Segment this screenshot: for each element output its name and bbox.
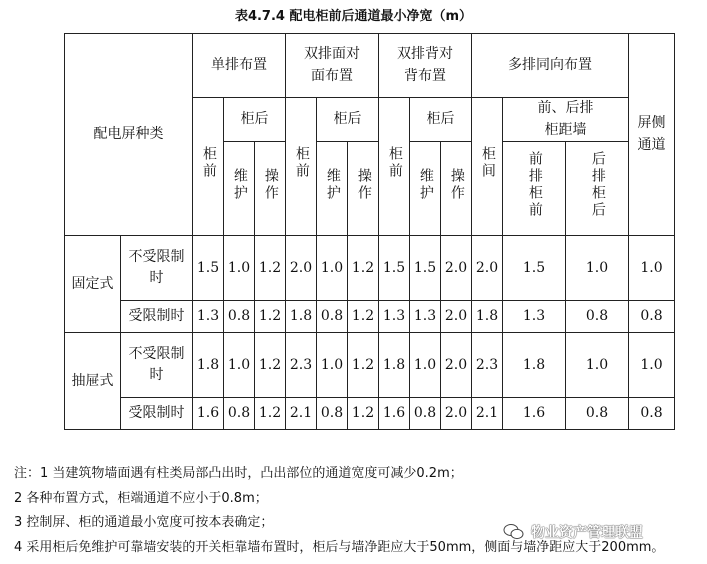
- table-row: [65, 333, 675, 398]
- face-front-header: 柜前: [286, 98, 317, 236]
- value-cell: 1.3: [410, 301, 441, 333]
- single-front-header: 柜前: [193, 98, 224, 236]
- value-cell: 0.8: [566, 301, 629, 333]
- value-cell: 0.8: [224, 398, 255, 430]
- value-cell: 1.0: [629, 236, 675, 301]
- value-cell: 2.3: [472, 333, 503, 398]
- value-cell: 1.8: [503, 333, 566, 398]
- value-cell: 2.0: [441, 398, 472, 430]
- value-cell: 0.8: [317, 301, 348, 333]
- value-cell: 1.8: [379, 333, 410, 398]
- table-title: 表4.7.4 配电柜前后通道最小净宽（m）: [234, 9, 473, 24]
- value-cell: 1.0: [224, 236, 255, 301]
- value-cell: 1.0: [410, 333, 441, 398]
- value-cell: 1.5: [379, 236, 410, 301]
- value-cell: 1.6: [379, 398, 410, 430]
- value-cell: 1.8: [472, 301, 503, 333]
- value-cell: 1.2: [255, 301, 286, 333]
- value-cell: 1.6: [193, 398, 224, 430]
- value-cell: 0.8: [317, 398, 348, 430]
- condition-label: 受限制时: [121, 398, 193, 430]
- face-back-header: 柜后: [317, 98, 379, 142]
- value-cell: 1.2: [348, 301, 379, 333]
- watermark-text: 物业资产管理联盟: [531, 525, 643, 541]
- single-maintenance-header: 维护: [224, 142, 255, 236]
- value-cell: 1.3: [379, 301, 410, 333]
- note-1: 注：1 当建筑物墙面遇有柱类局部凸出时，凸出部位的通道宽度可减少0.2m；: [14, 466, 463, 481]
- header-single-row: 单排布置: [193, 34, 286, 98]
- multi-between-header: 柜间: [472, 98, 503, 236]
- value-cell: 1.2: [348, 398, 379, 430]
- wechat-icon: [503, 523, 525, 541]
- value-cell: 2.1: [286, 398, 317, 430]
- value-cell: 1.5: [193, 236, 224, 301]
- back-operation-header: 操作: [441, 142, 472, 236]
- value-cell: 2.0: [472, 236, 503, 301]
- value-cell: 1.3: [193, 301, 224, 333]
- value-cell: 1.0: [317, 333, 348, 398]
- back-maintenance-header: 维护: [410, 142, 441, 236]
- value-cell: 0.8: [224, 301, 255, 333]
- header-multi-row: 多排同向布置: [472, 34, 629, 98]
- face-maintenance-header: 维护: [317, 142, 348, 236]
- value-cell: 1.0: [224, 333, 255, 398]
- back-front-header: 柜前: [379, 98, 410, 236]
- front-row-front-header: 前排柜前: [503, 142, 566, 236]
- value-cell: 1.2: [255, 236, 286, 301]
- condition-label: 不受限制时: [121, 236, 193, 301]
- value-cell: 1.5: [410, 236, 441, 301]
- value-cell: 2.1: [472, 398, 503, 430]
- row-label-header: 配电屏种类: [65, 34, 193, 236]
- value-cell: 1.6: [503, 398, 566, 430]
- value-cell: 1.5: [503, 236, 566, 301]
- note-2: 2 各种布置方式，柜端通道不应小于0.8m；: [14, 490, 268, 506]
- value-cell: 1.8: [193, 333, 224, 398]
- back-back-header: 柜后: [410, 98, 472, 142]
- value-cell: 2.0: [441, 333, 472, 398]
- value-cell: 0.8: [629, 301, 675, 333]
- value-cell: 2.0: [441, 301, 472, 333]
- note-3: 3 控制屏、柜的通道最小宽度可按本表确定；: [14, 515, 274, 530]
- value-cell: 1.0: [629, 333, 675, 398]
- value-cell: 0.8: [629, 398, 675, 430]
- value-cell: 0.8: [410, 398, 441, 430]
- aisle-width-table: [64, 33, 675, 430]
- value-cell: 1.3: [503, 301, 566, 333]
- condition-label: 不受限制时: [121, 333, 193, 398]
- back-row-back-header: 后排柜后: [566, 142, 629, 236]
- table-row: [65, 301, 675, 333]
- note-4: 4 采用柜后免维护可靠墙安装的开关柜靠墙布置时，柜后与墙净距应大于50mm，侧面与墙净距应大于200mm。: [14, 539, 665, 555]
- group-label: 抽屉式: [65, 333, 121, 430]
- value-cell: 1.2: [348, 236, 379, 301]
- single-back-header: 柜后: [224, 98, 286, 142]
- table-notes: [14, 462, 704, 560]
- table-row: [65, 398, 675, 430]
- header-double-face: 双排面对面布置: [286, 34, 379, 98]
- value-cell: 0.8: [566, 398, 629, 430]
- value-cell: 1.0: [317, 236, 348, 301]
- value-cell: 1.2: [255, 398, 286, 430]
- header-side-aisle: 屏侧通道: [629, 34, 675, 236]
- watermark: [503, 522, 643, 542]
- value-cell: 1.2: [255, 333, 286, 398]
- header-double-back: 双排背对背布置: [379, 34, 472, 98]
- value-cell: 1.0: [566, 333, 629, 398]
- multi-wall-header: 前、后排柜距墙: [503, 98, 629, 142]
- single-operation-header: 操作: [255, 142, 286, 236]
- condition-label: 受限制时: [121, 301, 193, 333]
- group-label: 固定式: [65, 236, 121, 333]
- value-cell: 1.2: [348, 333, 379, 398]
- value-cell: 1.8: [286, 301, 317, 333]
- value-cell: 1.0: [566, 236, 629, 301]
- table-row: [65, 236, 675, 301]
- value-cell: 2.0: [286, 236, 317, 301]
- face-operation-header: 操作: [348, 142, 379, 236]
- value-cell: 2.3: [286, 333, 317, 398]
- value-cell: 2.0: [441, 236, 472, 301]
